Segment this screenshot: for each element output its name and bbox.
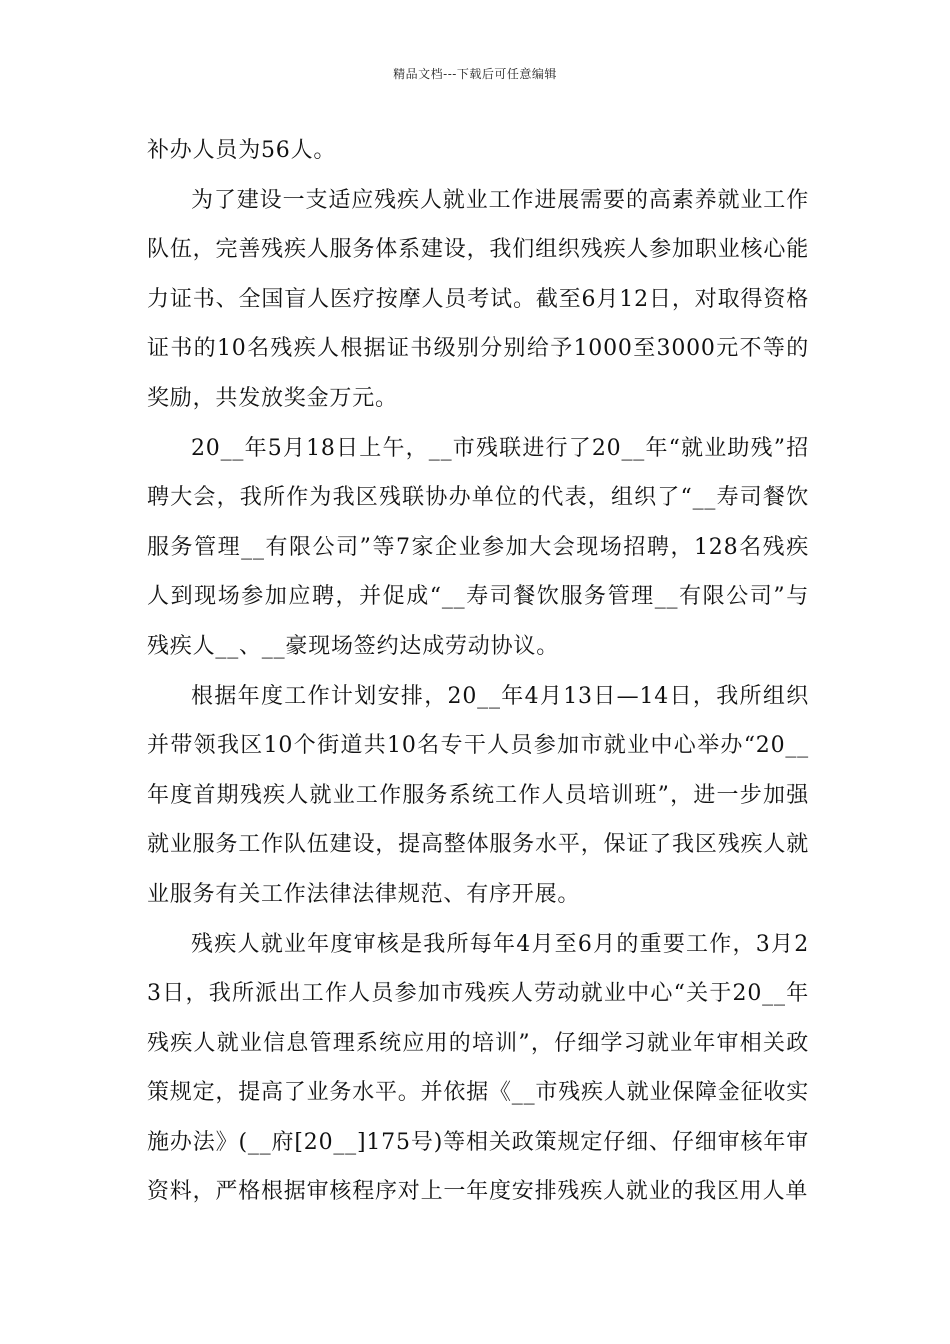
paragraph-4: 根据年度工作计划安排，20__年4月13日—14日，我所组织并带领我区10个街道共10名专干人员参加市就业中心举办“20__年度首期残疾人就业工作服务系统工作人员培训班”，进一步加强就业服务工作队伍建设，提高整体服务水平，保证了我区残疾人就业服务有关工作法律法律规范、有序开展。 bbox=[147, 683, 809, 907]
page-header: 精品文档---下载后可任意编辑 bbox=[393, 67, 557, 81]
paragraph-5: 残疾人就业年度审核是我所每年4月至6月的重要工作，3月23日，我所派出工作人员参加市残疾人劳动就业中心“关于20__年残疾人就业信息管理系统应用的培训”，仔细学习就业年审相关政策规定，提高了业务水平。并依据《__市残疾人就业保障金征收实施办法》(__府[20__]175号)等相关政策规定仔细、仔细审核年审资料，严格根据审核程序对上一年度安排残疾人就业的我区用人单 bbox=[147, 931, 810, 1205]
document-body bbox=[147, 126, 809, 1217]
paragraph-1: 补办人员为56人。 bbox=[147, 138, 337, 163]
paragraph-3: 20__年5月18日上午，__市残联进行了20__年“就业助残”招聘大会，我所作为我区残联协办单位的代表，组织了“__寿司餐饮服务管理__有限公司”等7家企业参加大会现场招聘，128名残疾人到现场参加应聘，并促成“__寿司餐饮服务管理__有限公司”与残疾人__、__豪现场签约达成劳动协议。 bbox=[147, 435, 809, 659]
paragraph-2: 为了建设一支适应残疾人就业工作进展需要的高素养就业工作队伍，完善残疾人服务体系建设，我们组织残疾人参加职业核心能力证书、全国盲人医疗按摩人员考试。截至6月12日，对取得资格证书的10名残疾人根据证书级别分别给予1000至3000元不等的奖励，共发放奖金万元。 bbox=[147, 187, 809, 411]
